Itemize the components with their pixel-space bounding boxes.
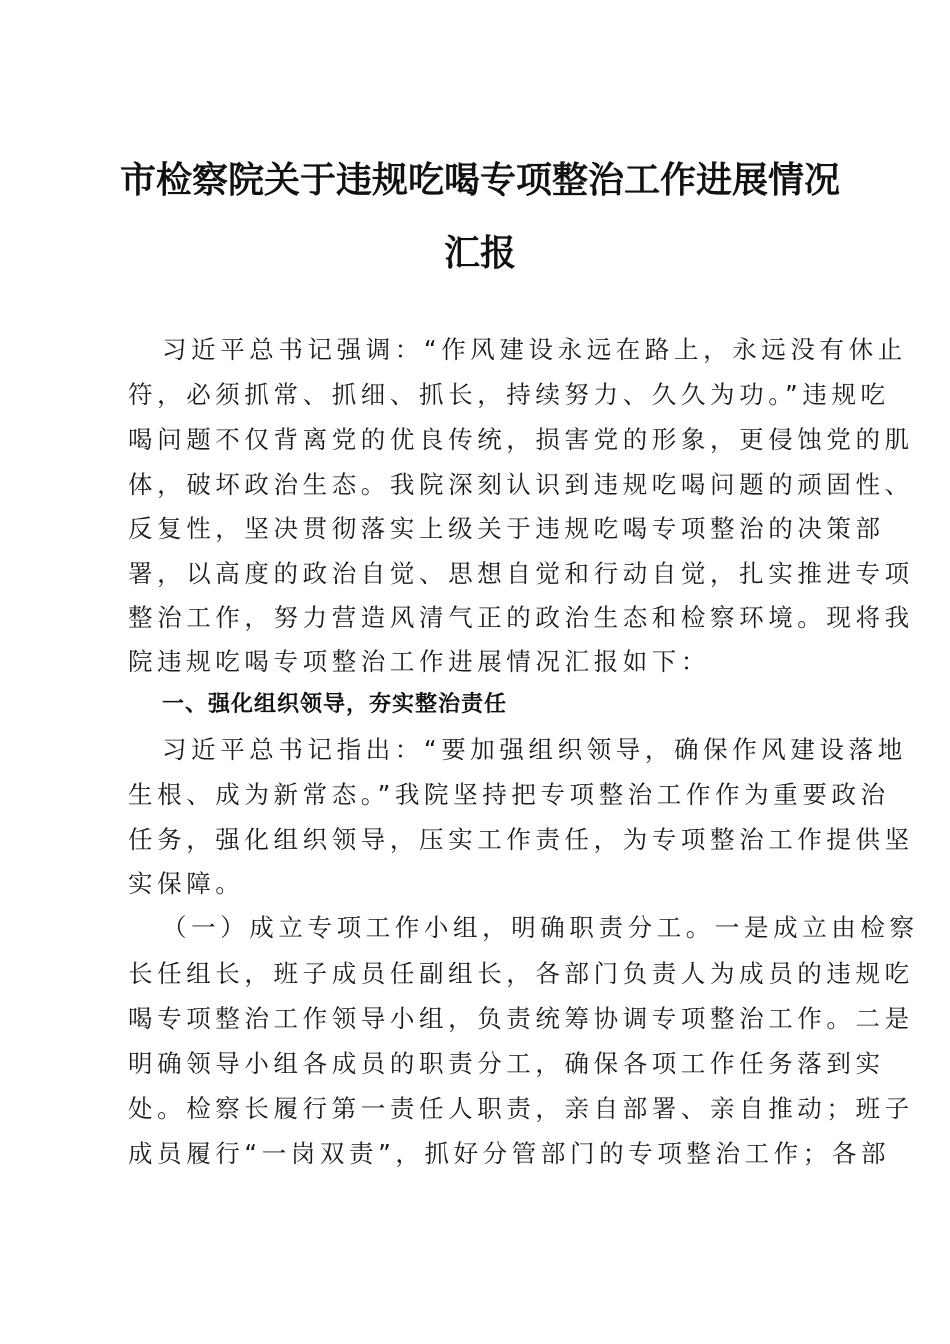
paragraph-3-line: （一）成立专项工作小组，明确职责分工。一是成立由检察 [162,913,919,942]
paragraph-3-line: 长任组长，班子成员任副组长，各部门负责人为成员的违规吃 [128,959,914,988]
paragraph-1-line: 整治工作，努力营造风清气正的政治生态和检察环境。现将我 [128,603,914,632]
paragraph-1-line: 院违规吃喝专项整治工作进展情况汇报如下： [128,647,710,676]
paragraph-1-line: 符，必须抓常、抓细、抓长，持续努力、久久为功。”违规吃 [128,380,890,409]
paragraph-1-line: 体，破坏政治生态。我院深刻认识到违规吃喝问题的顽固性、 [128,470,914,499]
paragraph-1-line: 喝问题不仅背离党的优良传统，损害党的形象，更侵蚀党的肌 [128,425,914,454]
paragraph-3-line: 成员履行“一岗双责”，抓好分管部门的专项整治工作；各部 [128,1139,891,1168]
paragraph-3-line: 明确领导小组各成员的职责分工，确保各项工作任务落到实 [128,1049,885,1078]
paragraph-1-line: 习近平总书记强调：“作风建设永远在路上，永远没有休止 [162,335,907,364]
paragraph-2-line: 习近平总书记指出：“要加强组织领导，确保作风建设落地 [162,735,907,764]
paragraph-3-line: 喝专项整治工作领导小组，负责统筹协调专项整治工作。二是 [128,1004,914,1033]
paragraph-1-line: 反复性，坚决贯彻落实上级关于违规吃喝专项整治的决策部 [128,514,885,543]
document-title-line-1: 市检察院关于违规吃喝专项整治工作进展情况 [120,159,841,201]
paragraph-2-line: 任务，强化组织领导，压实工作责任，为专项整治工作提供坚 [128,825,914,854]
paragraph-2-line: 生根、成为新常态。”我院坚持把专项整治工作作为重要政治 [128,780,890,809]
paragraph-3-line: 处。检察长履行第一责任人职责，亲自部署、亲自推动；班子 [128,1094,914,1123]
paragraph-1-line: 署，以高度的政治自觉、思想自觉和行动自觉，扎实推进专项 [128,559,914,588]
document-title-line-2: 汇报 [443,232,516,274]
paragraph-2-line: 实保障。 [128,869,245,898]
section-heading: 一、强化组织领导，夯实整治责任 [162,692,508,717]
